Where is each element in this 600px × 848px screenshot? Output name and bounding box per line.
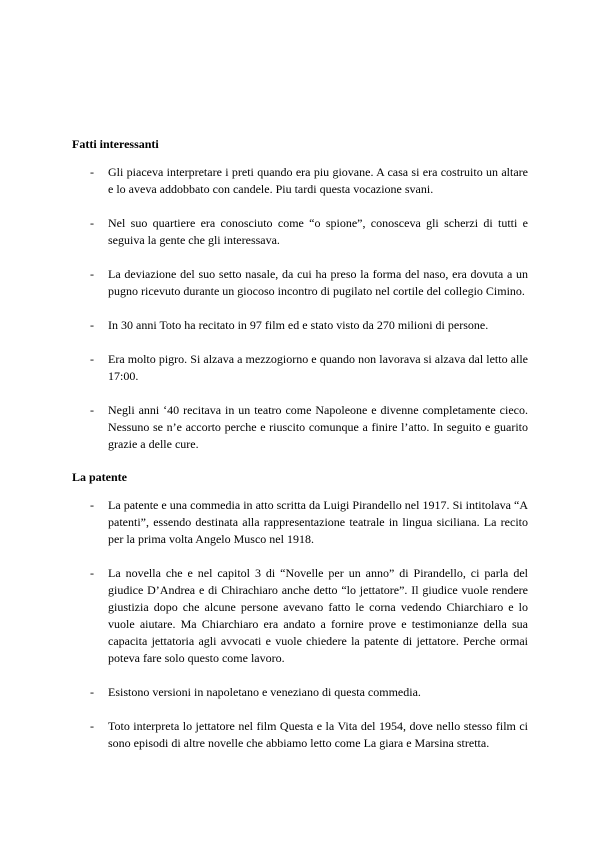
bullet-dash: -: [90, 403, 94, 417]
list-item: [72, 164, 528, 198]
bullet-list: [72, 164, 528, 453]
bullet-dash: -: [90, 216, 94, 230]
bullet-dash: -: [90, 318, 94, 332]
bullet-dash: -: [90, 685, 94, 699]
section-fatti-interessanti: [72, 136, 528, 453]
list-item: [72, 497, 528, 548]
list-item-text: La novella che e nel capitol 3 di “Novelle per un anno” di Pirandello, ci parla del giudice D’Andrea e di Chirachiaro anche detto “lo jettatore”. Il giudice vuole rendere giustizia dopo che alcune persone avevano fatto le corna vedendo Chiarchiaro e lo vuole aiutare. Ma Chiarchiaro era andato a fornire prove e testimonianze della sua capacita jettatoria agli avvocati e vuole chiedere la patente di jettatore. Perche ormai poteva fare solo questo come lavoro.: [108, 566, 528, 665]
list-item-text: Esistono versioni in napoletano e veneziano di questa commedia.: [108, 685, 421, 699]
list-item: [72, 565, 528, 667]
document-page: [72, 136, 528, 752]
list-item: [72, 266, 528, 300]
list-item-text: Negli anni ‘40 recitava in un teatro come Napoleone e divenne completamente cieco. Nessuno se n’e accorto perche e riuscito comunque a finire l’atto. In seguito e guarito grazie a delle cure.: [108, 403, 528, 451]
bullet-list: [72, 497, 528, 752]
list-item: [72, 351, 528, 385]
list-item-text: Gli piaceva interpretare i preti quando era piu giovane. A casa si era costruito un altare e lo aveva addobbato con candele. Piu tardi questa vocazione svani.: [108, 165, 528, 196]
bullet-dash: -: [90, 165, 94, 179]
list-item-text: Nel suo quartiere era conosciuto come “o spione”, conosceva gli scherzi di tutti e seguiva la gente che gli interessava.: [108, 216, 528, 247]
list-item-text: Toto interpreta lo jettatore nel film Questa e la Vita del 1954, dove nello stesso film ci sono episodi di altre novelle che abbiamo letto come La giara e Marsina stretta.: [108, 719, 528, 750]
list-item: [72, 718, 528, 752]
section-heading: La patente: [72, 470, 127, 484]
list-item-text: Era molto pigro. Si alzava a mezzogiorno e quando non lavorava si alzava dal letto alle 17:00.: [108, 352, 528, 383]
list-item: [72, 402, 528, 453]
list-item: [72, 215, 528, 249]
section-heading: Fatti interessanti: [72, 137, 159, 151]
bullet-dash: -: [90, 498, 94, 512]
list-item: [72, 317, 528, 334]
bullet-dash: -: [90, 719, 94, 733]
bullet-dash: -: [90, 267, 94, 281]
list-item-text: La patente e una commedia in atto scritta da Luigi Pirandello nel 1917. Si intitolava “A patenti”, essendo destinata alla rappresentazione teatrale in lingua siciliana. La recito per la prima volta Angelo Musco nel 1918.: [108, 498, 528, 546]
bullet-dash: -: [90, 566, 94, 580]
section-la-patente: [72, 469, 528, 752]
bullet-dash: -: [90, 352, 94, 366]
list-item-text: In 30 anni Toto ha recitato in 97 film ed e stato visto da 270 milioni di persone.: [108, 318, 489, 332]
list-item-text: La deviazione del suo setto nasale, da cui ha preso la forma del naso, era dovuta a un pugno ricevuto durante un giocoso incontro di pugilato nel cortile del collegio Cimino.: [108, 267, 528, 298]
list-item: [72, 684, 528, 701]
